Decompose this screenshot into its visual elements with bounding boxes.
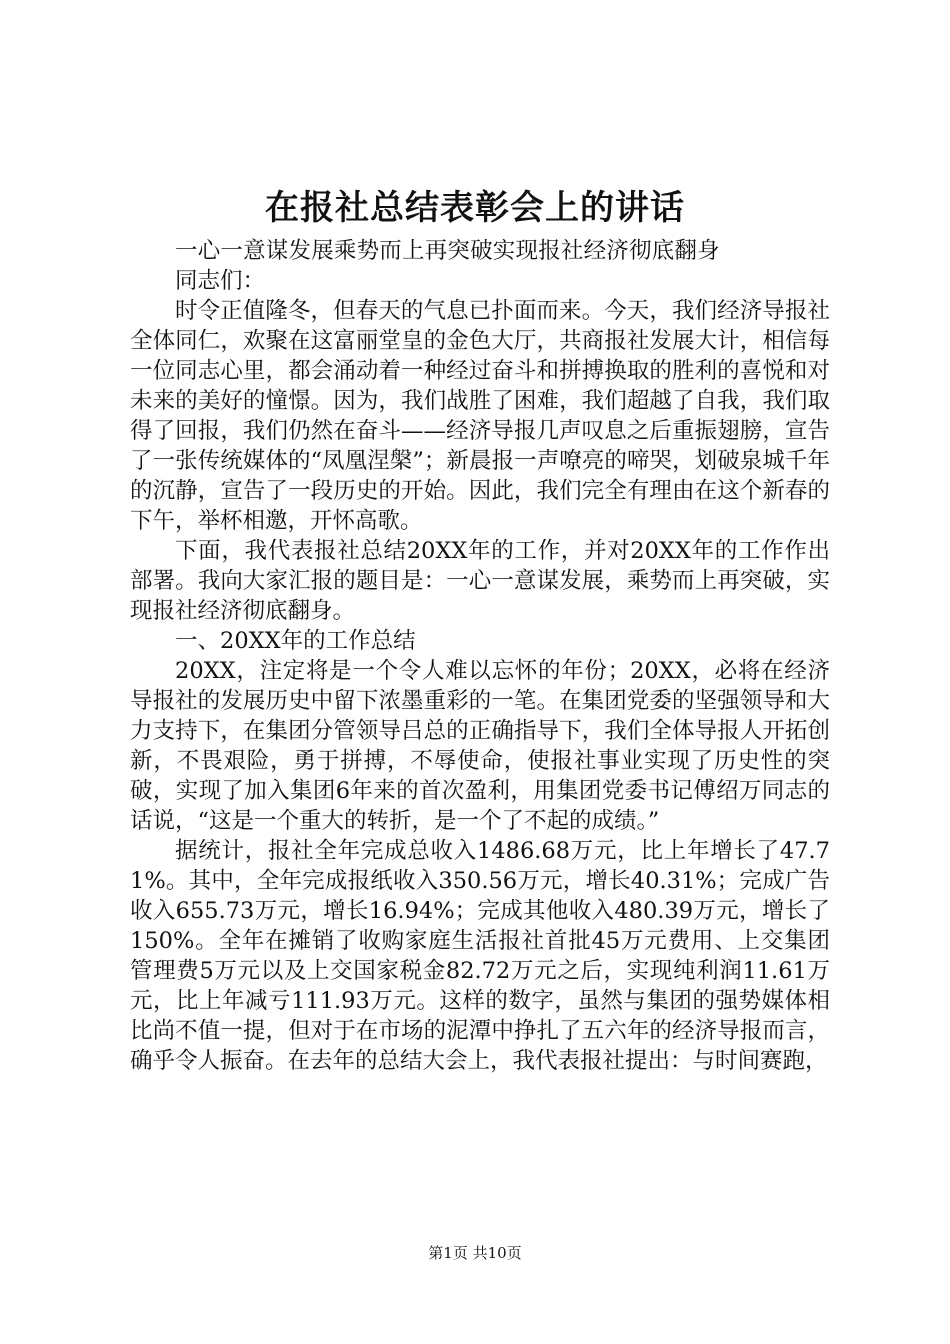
section-heading: 一、20XX年的工作总结 bbox=[175, 628, 416, 654]
salutation-paragraph: 同志们： bbox=[175, 268, 266, 294]
body-paragraph: 据统计，报社全年完成总收入1486.68万元，比上年增长了47.71%。其中，全年完成报纸收入350.56万元，增长40.31%；完成广告收入655.73万元，增长16.94%；完成其他收入480.39万元，增长了150%。全年在摊销了收购家庭生活报社首批45万元费用、上交集团管理费5万元以及上交国家税金82.72万元之后，实现纯利润11.61万元，比上年减亏111.93万元。这样的数字，虽然与集团的强势媒体相比尚不值一提，但对于在市场的泥潭中挣扎了五六年的经济导报而言，确乎令人振奋。在去年的总结大会上，我代表报社提出：与时间赛跑， bbox=[130, 838, 830, 1074]
document-body bbox=[130, 236, 830, 1076]
document-title: 在报社总结表彰会上的讲话 bbox=[265, 188, 685, 228]
body-paragraph: 下面，我代表报社总结20XX年的工作，并对20XX年的工作作出部署。我向大家汇报的题目是：一心一意谋发展，乘势而上再突破，实现报社经济彻底翻身。 bbox=[130, 538, 830, 624]
subtitle-paragraph: 一心一意谋发展乘势而上再突破实现报社经济彻底翻身 bbox=[175, 238, 720, 264]
page-footer: 第1页 共10页 bbox=[428, 1244, 522, 1262]
body-paragraph: 时令正值隆冬，但春天的气息已扑面而来。今天，我们经济导报社全体同仁，欢聚在这富丽堂皇的金色大厅，共商报社发展大计，相信每一位同志心里，都会涌动着一种经过奋斗和拼搏换取的胜利的喜悦和对未来的美好的憧憬。因为，我们战胜了困难，我们超越了自我，我们取得了回报，我们仍然在奋斗——经济导报几声叹息之后重振翅膀，宣告了一张传统媒体的“凤凰涅槃”；新晨报一声嘹亮的啼哭，划破泉城千年的沉静，宣告了一段历史的开始。因此，我们完全有理由在这个新春的下午，举杯相邀，开怀高歌。 bbox=[130, 298, 830, 534]
body-paragraph: 20XX，注定将是一个令人难以忘怀的年份；20XX，必将在经济导报社的发展历史中留下浓墨重彩的一笔。在集团党委的坚强领导和大力支持下，在集团分管领导吕总的正确指导下，我们全体导报人开拓创新，不畏艰险，勇于拼搏，不辱使命，使报社事业实现了历史性的突破，实现了加入集团6年来的首次盈利，用集团党委书记傅绍万同志的话说，“这是一个重大的转折，是一个了不起的成绩。” bbox=[130, 658, 830, 834]
